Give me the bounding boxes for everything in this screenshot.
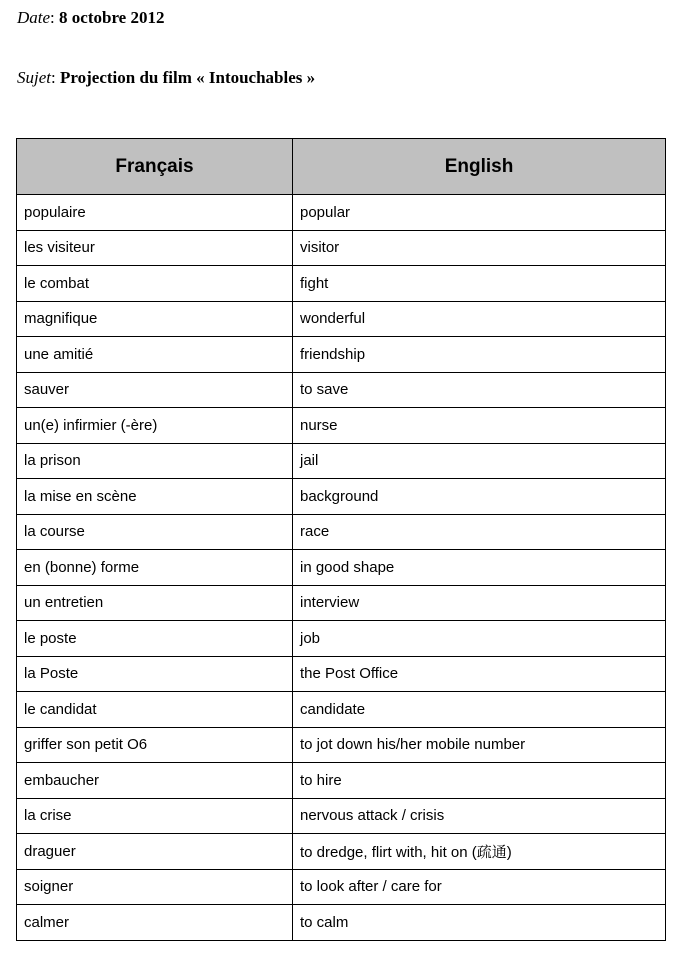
english-term-cell: visitor xyxy=(293,230,666,266)
table-row xyxy=(17,621,666,657)
english-term-cell: to calm xyxy=(293,905,666,941)
french-term-cell: en (bonne) forme xyxy=(17,550,293,586)
table-row xyxy=(17,266,666,302)
english-term-cell: race xyxy=(293,514,666,550)
table-row xyxy=(17,798,666,834)
date-label: Date xyxy=(17,8,51,27)
english-term-cell: interview xyxy=(293,585,666,621)
english-term-cell: to hire xyxy=(293,763,666,799)
english-term-cell: to look after / care for xyxy=(293,869,666,905)
english-term-cell: popular xyxy=(293,195,666,231)
english-term-cell: wonderful xyxy=(293,301,666,337)
table-row xyxy=(17,408,666,444)
french-term-cell: sauver xyxy=(17,372,293,408)
french-term-cell: le candidat xyxy=(17,692,293,728)
french-term-cell: une amitié xyxy=(17,337,293,373)
french-term-cell: draguer xyxy=(17,834,293,870)
table-row xyxy=(17,692,666,728)
english-term-cell: the Post Office xyxy=(293,656,666,692)
table-row xyxy=(17,727,666,763)
french-term-cell: calmer xyxy=(17,905,293,941)
table-header-row xyxy=(17,139,666,195)
english-term-cell: candidate xyxy=(293,692,666,728)
french-term-cell: la mise en scène xyxy=(17,479,293,515)
french-term-cell: la Poste xyxy=(17,656,293,692)
english-term-cell: background xyxy=(293,479,666,515)
table-row xyxy=(17,443,666,479)
table-row xyxy=(17,869,666,905)
column-header-english: English xyxy=(293,139,666,195)
table-row xyxy=(17,230,666,266)
table-row xyxy=(17,301,666,337)
french-term-cell: un(e) infirmier (-ère) xyxy=(17,408,293,444)
table-row xyxy=(17,585,666,621)
french-term-cell: populaire xyxy=(17,195,293,231)
table-row xyxy=(17,834,666,870)
date-value: 8 octobre 2012 xyxy=(59,8,165,27)
table-row xyxy=(17,514,666,550)
table-row xyxy=(17,195,666,231)
english-term-cell: job xyxy=(293,621,666,657)
english-term-cell: nurse xyxy=(293,408,666,444)
english-term-cell: friendship xyxy=(293,337,666,373)
table-row xyxy=(17,905,666,941)
english-term-cell: in good shape xyxy=(293,550,666,586)
table-row xyxy=(17,656,666,692)
french-term-cell: magnifique xyxy=(17,301,293,337)
table-row xyxy=(17,479,666,515)
subject-line: Sujet: Projection du film « Intouchables » xyxy=(17,68,316,87)
subject-label: Sujet xyxy=(17,68,51,87)
french-term-cell: un entretien xyxy=(17,585,293,621)
table-row xyxy=(17,763,666,799)
french-term-cell: soigner xyxy=(17,869,293,905)
date-line: Date: 8 octobre 2012 xyxy=(17,8,165,27)
english-term-cell: nervous attack / crisis xyxy=(293,798,666,834)
french-term-cell: la prison xyxy=(17,443,293,479)
french-term-cell: le poste xyxy=(17,621,293,657)
english-term-cell: to save xyxy=(293,372,666,408)
french-term-cell: griffer son petit O6 xyxy=(17,727,293,763)
french-term-cell: embaucher xyxy=(17,763,293,799)
table-row xyxy=(17,550,666,586)
table-row xyxy=(17,337,666,373)
english-term-cell: fight xyxy=(293,266,666,302)
table-body xyxy=(17,195,666,941)
french-term-cell: les visiteur xyxy=(17,230,293,266)
vocabulary-table xyxy=(16,138,666,941)
subject-value: Projection du film « Intouchables » xyxy=(59,68,316,87)
french-term-cell: le combat xyxy=(17,266,293,302)
table-row xyxy=(17,372,666,408)
french-term-cell: la course xyxy=(17,514,293,550)
column-header-french: Français xyxy=(17,139,293,195)
english-term-cell: to jot down his/her mobile number xyxy=(293,727,666,763)
english-term-cell: jail xyxy=(293,443,666,479)
french-term-cell: la crise xyxy=(17,798,293,834)
english-term-cell: to dredge, flirt with, hit on (疏通) xyxy=(293,834,666,870)
